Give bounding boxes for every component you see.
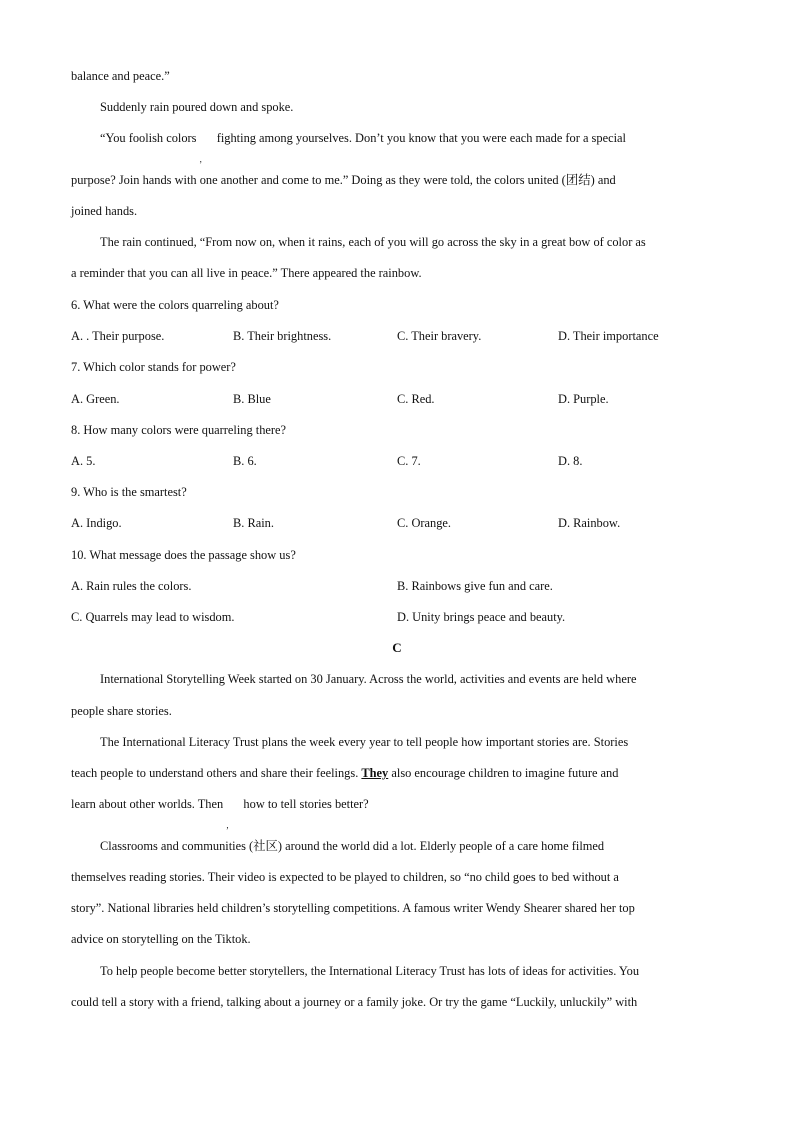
- text-line: [100, 130, 626, 146]
- text-line: purpose? Join hands with one another and come to me.” Doing as they were told, the colors united (团结) and: [71, 173, 616, 187]
- section-heading: C: [392, 640, 402, 655]
- text-line: The rain continued, “From now on, when it rains, each of you will go across the sky in a great bow of color as: [100, 235, 646, 249]
- option-b: B. Rain.: [233, 516, 274, 530]
- text-line: could tell a story with a friend, talking about a journey or a family joke. Or try the game “Luckily, unluckily” with: [71, 995, 638, 1009]
- text-line: The International Literacy Trust plans the week every year to tell people how important stories are. Stories: [100, 735, 629, 749]
- option-a: A. 5.: [71, 454, 96, 468]
- text-line: Suddenly rain poured down and spoke.: [100, 100, 294, 114]
- option-a: A. Rain rules the colors.: [71, 579, 192, 593]
- option-a: A. . Their purpose.: [71, 329, 165, 343]
- text-line: Classrooms and communities (社区) around the world did a lot. Elderly people of a care home filmed: [100, 839, 605, 853]
- option-c: C. Their bravery.: [397, 329, 482, 343]
- question-6: 6. What were the colors quarreling about?: [71, 298, 279, 312]
- option-a: A. Indigo.: [71, 516, 122, 530]
- option-a: A. Green.: [71, 392, 120, 406]
- option-d: D. 8.: [558, 454, 583, 468]
- text-line: themselves reading stories. Their video is expected to be played to children, so “no child goes to bed without a: [71, 870, 619, 884]
- option-c: C. Red.: [397, 392, 435, 406]
- option-c: C. Quarrels may lead to wisdom.: [71, 610, 235, 624]
- question-7: 7. Which color stands for power?: [71, 360, 236, 374]
- option-c: C. 7.: [397, 454, 421, 468]
- option-b: B. Rainbows give fun and care.: [397, 579, 553, 593]
- text-line: [71, 796, 369, 812]
- text-line: To help people become better storytellers, the International Literacy Trust has lots of ideas for activities. You: [100, 964, 640, 978]
- text-line: International Storytelling Week started on 30 January. Across the world, activities and events are held where: [100, 672, 637, 686]
- text-fragment: also encourage children to imagine future and: [391, 766, 619, 780]
- underlined-word: They: [361, 766, 389, 780]
- text-line: balance and peace.”: [71, 69, 170, 83]
- text-line: joined hands.: [71, 204, 138, 218]
- text-fragment: learn about other worlds. Then: [71, 797, 224, 811]
- text-fragment: “You foolish colors: [100, 131, 197, 145]
- text-line: story”. National libraries held children’s storytelling competitions. A famous writer Wendy Shearer shared her top: [71, 901, 635, 915]
- text-fragment: how to tell stories better?: [243, 797, 369, 811]
- option-d: D. Unity brings peace and beauty.: [397, 610, 566, 624]
- option-d: D. Purple.: [558, 392, 609, 406]
- question-8: 8. How many colors were quarreling there?: [71, 423, 287, 437]
- text-fragment: teach people to understand others and share their feelings.: [71, 766, 359, 780]
- option-d: D. Their importance: [558, 329, 659, 343]
- option-b: B. Blue: [233, 392, 271, 406]
- option-d: D. Rainbow.: [558, 516, 621, 530]
- option-b: B. Their brightness.: [233, 329, 332, 343]
- text-line: advice on storytelling on the Tiktok.: [71, 932, 251, 946]
- option-c: C. Orange.: [397, 516, 452, 530]
- text-line: people share stories.: [71, 704, 172, 718]
- text-line: [71, 765, 618, 781]
- question-10: 10. What message does the passage show us?: [71, 548, 296, 562]
- text-line: a reminder that you can all live in peace.” There appeared the rainbow.: [71, 266, 422, 280]
- question-9: 9. Who is the smartest?: [71, 485, 187, 499]
- option-b: B. 6.: [233, 454, 257, 468]
- text-fragment: fighting among yourselves. Don’t you know that you were each made for a special: [216, 131, 626, 145]
